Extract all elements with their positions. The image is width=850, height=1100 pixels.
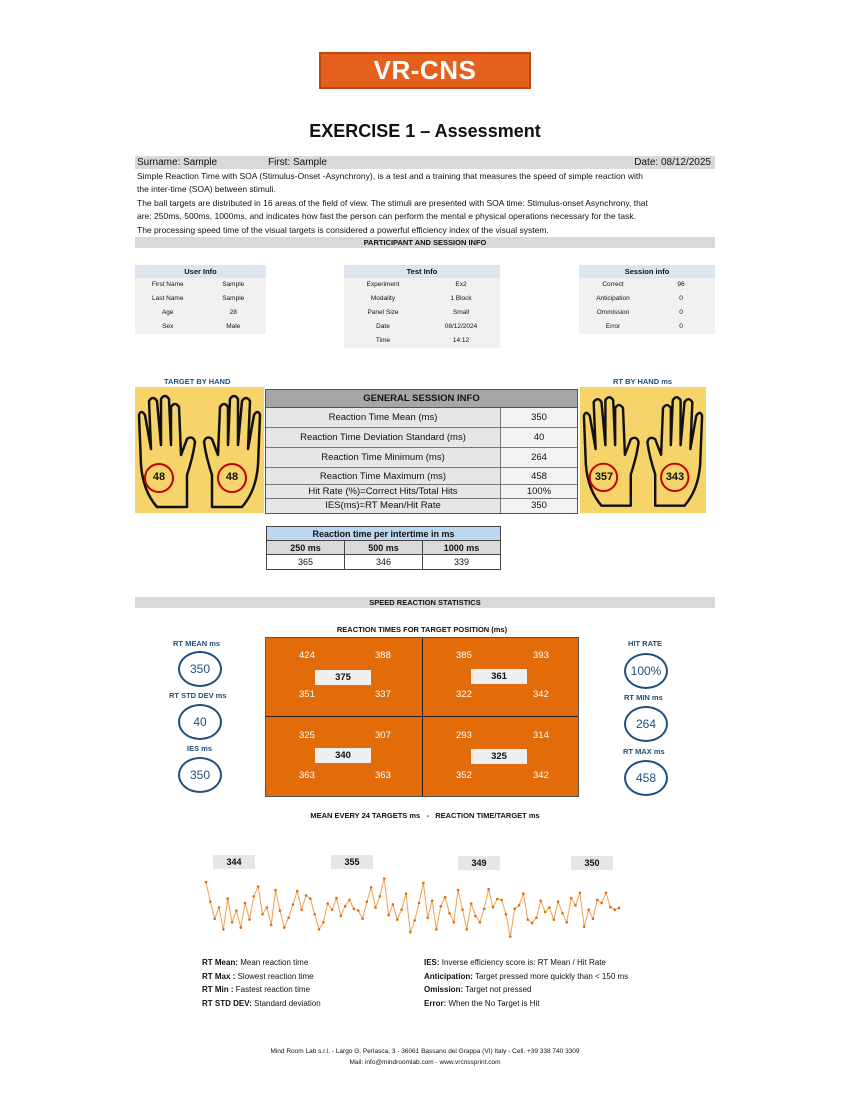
target-cell: 337 — [375, 689, 391, 700]
data-point — [240, 926, 243, 929]
table-header-row — [267, 541, 500, 555]
data-point — [413, 919, 416, 922]
data-point — [457, 889, 460, 892]
cell: First Name — [151, 281, 184, 288]
description-line: The ball targets are distributed in 16 areas of the field of view. The stimuli are presented with SOA time: Stimulus-onset Asynchrony, that — [137, 198, 648, 208]
table-row — [266, 428, 577, 448]
data-point — [318, 928, 321, 931]
data-point — [244, 902, 247, 905]
table-row — [135, 292, 266, 306]
data-point — [235, 909, 238, 912]
column-header: 250 ms — [267, 541, 345, 554]
data-point — [470, 902, 473, 905]
data-point — [231, 921, 234, 924]
target-cell: 307 — [375, 730, 391, 741]
cell: 1 Block — [450, 295, 472, 302]
footer-contact: Mail: info@mindroomlab.com - www.vrcnssprint.com — [349, 1059, 501, 1066]
data-point — [387, 914, 390, 917]
data-point — [492, 906, 495, 909]
data-point — [500, 899, 503, 902]
data-point — [309, 897, 312, 900]
data-point — [270, 924, 273, 927]
data-point — [605, 892, 608, 895]
quadrant-average: 375 — [315, 670, 371, 685]
rt-by-hand-panel — [580, 387, 706, 513]
data-point — [366, 900, 369, 903]
data-point — [579, 892, 582, 895]
data-point — [535, 917, 538, 920]
test-info-table — [344, 265, 500, 348]
segment-mean: 355 — [331, 855, 373, 869]
cell: 365 — [267, 555, 345, 569]
data-point — [279, 909, 282, 912]
data-point — [474, 915, 477, 918]
segment-mean: 344 — [213, 855, 255, 869]
data-point — [400, 908, 403, 911]
data-point — [222, 928, 225, 931]
grid-divider — [266, 716, 578, 717]
target-cell: 363 — [375, 770, 391, 781]
rt-std-dev-circle: 40 — [178, 704, 222, 740]
data-point — [548, 906, 551, 909]
data-point — [422, 882, 425, 885]
stat-label: RT MEAN ms — [173, 639, 221, 648]
row-value: 350 — [501, 408, 577, 427]
row-label: Reaction Time Minimum (ms) — [266, 448, 501, 467]
cell: Age — [161, 309, 174, 316]
table-row — [266, 448, 577, 468]
reaction-time-grid — [265, 637, 579, 797]
data-point — [561, 912, 564, 915]
data-point — [313, 913, 316, 916]
legend-right — [424, 956, 628, 1010]
table-row — [344, 320, 500, 334]
data-point — [396, 918, 399, 921]
table-row — [344, 334, 500, 348]
data-point — [287, 917, 290, 920]
target-cell: 388 — [375, 650, 391, 661]
data-point — [596, 899, 599, 902]
cell: 14:12 — [452, 337, 470, 344]
legend-item: RT Max : Slowest reaction time — [202, 971, 314, 981]
right-hand-rt: 343 — [665, 471, 685, 483]
description-line: are: 250ms, 500ms, 1000ms, and indicates how fast the person can perform the mental e physical operations necessary for the task. — [137, 211, 636, 221]
cell: 346 — [345, 555, 423, 569]
data-point — [292, 903, 295, 906]
data-point — [526, 918, 529, 921]
data-point — [583, 925, 586, 928]
general-session-table — [265, 389, 578, 514]
test-info-title: Test Info — [344, 265, 500, 278]
legend-item: Omission: Target not pressed — [424, 985, 532, 994]
column-header: 1000 ms — [443, 543, 480, 553]
row-label: Reaction Time Deviation Standard (ms) — [266, 428, 501, 447]
data-point — [435, 928, 438, 931]
table-row — [135, 306, 266, 320]
data-point — [344, 905, 347, 908]
rt-mean-circle: 350 — [178, 651, 222, 687]
data-point — [348, 899, 351, 902]
data-point — [370, 886, 373, 889]
data-point — [453, 921, 456, 924]
data-point — [505, 913, 508, 916]
row-value: 458 — [501, 468, 577, 484]
data-point — [553, 918, 556, 921]
session-info-table — [579, 265, 715, 334]
target-cell: 342 — [533, 770, 549, 781]
description-line: the inter-time (SOA) between stimuli. — [137, 184, 276, 194]
row-value: 264 — [501, 448, 577, 467]
legend-item: Error: When the No Target is Hit — [424, 998, 540, 1008]
cell: 0 — [679, 323, 683, 330]
table-row — [579, 292, 715, 306]
cell: Sample — [222, 295, 245, 302]
participant-header-bar — [135, 156, 715, 169]
data-point — [483, 908, 486, 911]
data-point — [357, 909, 360, 912]
cell: Sample — [222, 281, 245, 288]
table-row — [267, 555, 500, 569]
line-chart-title: MEAN EVERY 24 TARGETS ms - REACTION TIME/TARGET ms — [310, 811, 540, 820]
data-point — [440, 905, 443, 908]
data-point — [557, 900, 560, 903]
session-info-title: Session info — [579, 265, 715, 278]
table-row — [344, 306, 500, 320]
data-point — [361, 917, 364, 920]
data-point — [418, 902, 421, 905]
intertime-title: Reaction time per intertime in ms — [267, 527, 500, 541]
data-point — [205, 881, 208, 884]
data-point — [466, 928, 469, 931]
data-point — [405, 892, 408, 895]
row-label: IES(ms)=RT Mean/Hit Rate — [266, 499, 501, 513]
cell: 0 — [679, 295, 683, 302]
table-row — [579, 306, 715, 320]
table-row — [344, 292, 500, 306]
table-row — [266, 485, 577, 499]
data-point — [544, 911, 547, 914]
legend-item: RT Mean: Mean reaction time — [202, 958, 309, 967]
page-title: EXERCISE 1 – Assessment — [309, 121, 541, 141]
data-point — [266, 906, 269, 909]
right-hand-target-count: 48 — [225, 471, 239, 483]
stat-label: HIT RATE — [628, 639, 663, 648]
data-point — [322, 921, 325, 924]
target-cell: 352 — [456, 770, 472, 781]
stat-label: RT MAX ms — [623, 747, 665, 756]
data-point — [296, 890, 299, 893]
footer-address: Mind Room Lab s.r.l. - Largo G. Perlasca, 3 - 36061 Bassano del Grappa (VI) Italy - Cell. +39 338 740 3309 — [270, 1048, 580, 1055]
target-cell: 424 — [299, 650, 315, 661]
surname-label: Surname: Sample — [137, 157, 218, 168]
data-point — [609, 906, 612, 909]
intertime-table — [266, 526, 501, 570]
data-point — [209, 900, 212, 903]
data-point — [426, 917, 429, 920]
cell: 28 — [229, 309, 237, 316]
data-point — [574, 904, 577, 907]
row-label: Hit Rate (%)=Correct Hits/Total Hits — [266, 485, 501, 498]
section-speed-stats: SPEED REACTION STATISTICS — [135, 597, 715, 608]
data-point — [326, 902, 329, 905]
table-row — [344, 278, 500, 292]
data-point — [613, 908, 616, 911]
data-point — [383, 877, 386, 880]
data-point — [331, 908, 334, 911]
data-point — [274, 889, 277, 892]
target-cell: 325 — [299, 730, 315, 741]
data-point — [353, 908, 356, 911]
grid-divider — [422, 638, 423, 796]
brand-logo: VR-CNS SPRINT — [319, 52, 531, 89]
row-value: 40 — [501, 428, 577, 447]
data-point — [531, 922, 534, 925]
stat-label: IES ms — [187, 744, 213, 753]
target-cell: 342 — [533, 689, 549, 700]
row-value: 350 — [501, 499, 577, 513]
cell: Sex — [162, 323, 174, 330]
data-point — [409, 931, 412, 934]
section-participant-session: PARTICIPANT AND SESSION INFO — [135, 237, 715, 248]
rt-by-hand-label: RT BY HAND ms — [613, 377, 673, 386]
data-point — [513, 908, 516, 911]
data-point — [392, 903, 395, 906]
target-cell: 322 — [456, 689, 472, 700]
data-point — [374, 906, 377, 909]
target-by-hand-panel — [135, 387, 264, 513]
cell: 96 — [677, 281, 685, 288]
hands-icon — [135, 387, 264, 513]
description-line: The processing speed time of the visual targets is considered a powerful efficiency index of the visual system. — [137, 225, 549, 235]
legend-item: Anticipation: Target pressed more quickly than < 150 ms — [424, 971, 629, 981]
data-point — [522, 892, 525, 895]
data-point — [261, 913, 264, 916]
ies-circle: 350 — [178, 757, 222, 793]
cell: Last Name — [152, 295, 184, 302]
quadrant-average: 325 — [471, 749, 527, 764]
date-label: Date: 08/12/2025 — [634, 157, 711, 168]
data-point — [444, 896, 447, 899]
data-point — [448, 912, 451, 915]
left-hand-target-count: 48 — [152, 471, 166, 483]
cell: Male — [226, 323, 241, 330]
row-value: 100% — [501, 485, 577, 498]
row-label: Reaction Time Maximum (ms) — [266, 468, 501, 484]
data-point — [218, 906, 221, 909]
cell: Experiment — [366, 281, 400, 288]
table-row — [135, 278, 266, 292]
data-point — [305, 894, 308, 897]
data-point — [570, 897, 573, 900]
cell: 08/12/2024 — [444, 323, 478, 330]
user-info-title: User Info — [135, 265, 266, 278]
cell: Modality — [370, 295, 396, 302]
column-header: 500 ms — [345, 541, 423, 554]
data-point — [496, 898, 499, 901]
data-point — [257, 885, 260, 888]
target-cell: 293 — [456, 730, 472, 741]
target-by-hand-label: TARGET BY HAND — [164, 377, 231, 386]
data-point — [283, 926, 286, 929]
data-point — [461, 908, 464, 911]
rt-max-circle: 458 — [624, 760, 668, 796]
data-point — [431, 900, 434, 903]
legend-item: RT Min : Fastest reaction time — [202, 985, 311, 994]
data-point — [566, 921, 569, 924]
general-session-title: GENERAL SESSION INFO — [266, 390, 577, 408]
grid-title: REACTION TIMES FOR TARGET POSITION (ms) — [336, 625, 508, 634]
data-point — [539, 900, 542, 903]
target-cell: 385 — [456, 650, 472, 661]
data-point — [618, 907, 621, 910]
target-cell: 393 — [533, 650, 549, 661]
hands-icon — [580, 387, 706, 513]
data-point — [213, 917, 216, 920]
target-cell: 351 — [299, 689, 315, 700]
segment-mean: 349 — [458, 856, 500, 870]
cell: Ommission — [596, 309, 630, 316]
data-point — [587, 908, 590, 911]
stat-label: RT STD DEV ms — [169, 691, 227, 700]
data-point — [248, 918, 251, 921]
data-point — [509, 935, 512, 938]
target-cell: 314 — [533, 730, 549, 741]
table-row — [266, 499, 577, 513]
data-point — [592, 917, 595, 920]
description-line: Simple Reaction Time with SOA (Stimulus-Onset -Asynchrony), is a test and a training that measures the speed of simple reaction with — [137, 171, 643, 181]
table-row — [135, 320, 266, 334]
table-row — [266, 408, 577, 428]
target-cell: 363 — [299, 770, 315, 781]
cell: 339 — [453, 557, 470, 567]
quadrant-average: 361 — [471, 669, 527, 684]
data-point — [518, 904, 521, 907]
cell: Correct — [602, 281, 624, 288]
table-row — [266, 468, 577, 485]
legend-item: IES: Inverse efficiency score is: RT Mean / Hit Rate — [424, 958, 606, 967]
cell: Date — [376, 323, 390, 330]
data-point — [487, 888, 490, 891]
row-label: Reaction Time Mean (ms) — [266, 408, 501, 427]
reaction-time-line-chart — [200, 870, 625, 945]
data-point — [340, 915, 343, 918]
cell: Time — [375, 337, 391, 344]
data-point — [600, 902, 603, 905]
cell: Anticipation — [596, 295, 630, 302]
first-name-label: First: Sample — [268, 157, 327, 168]
data-point — [300, 908, 303, 911]
data-point — [226, 897, 229, 900]
cell: Small — [452, 309, 470, 316]
segment-mean: 350 — [571, 856, 613, 870]
data-point — [335, 897, 338, 900]
left-hand-rt: 357 — [594, 471, 614, 483]
legend-item: RT STD DEV: Standard deviation — [202, 998, 321, 1008]
rt-min-circle: 264 — [624, 706, 668, 742]
data-point — [479, 921, 482, 924]
data-point — [253, 895, 256, 898]
data-point — [379, 895, 382, 898]
hit-rate-circle: 100% — [624, 653, 668, 689]
cell: Panel Size — [367, 309, 399, 316]
quadrant-average: 340 — [315, 748, 371, 763]
user-info-table — [135, 265, 266, 334]
table-row — [579, 278, 715, 292]
stat-label: RT MIN ms — [624, 693, 663, 702]
legend-left — [202, 956, 321, 1010]
table-row — [579, 320, 715, 334]
cell: Ex2 — [455, 281, 467, 288]
cell: Error — [605, 323, 621, 330]
cell: 0 — [679, 309, 683, 316]
